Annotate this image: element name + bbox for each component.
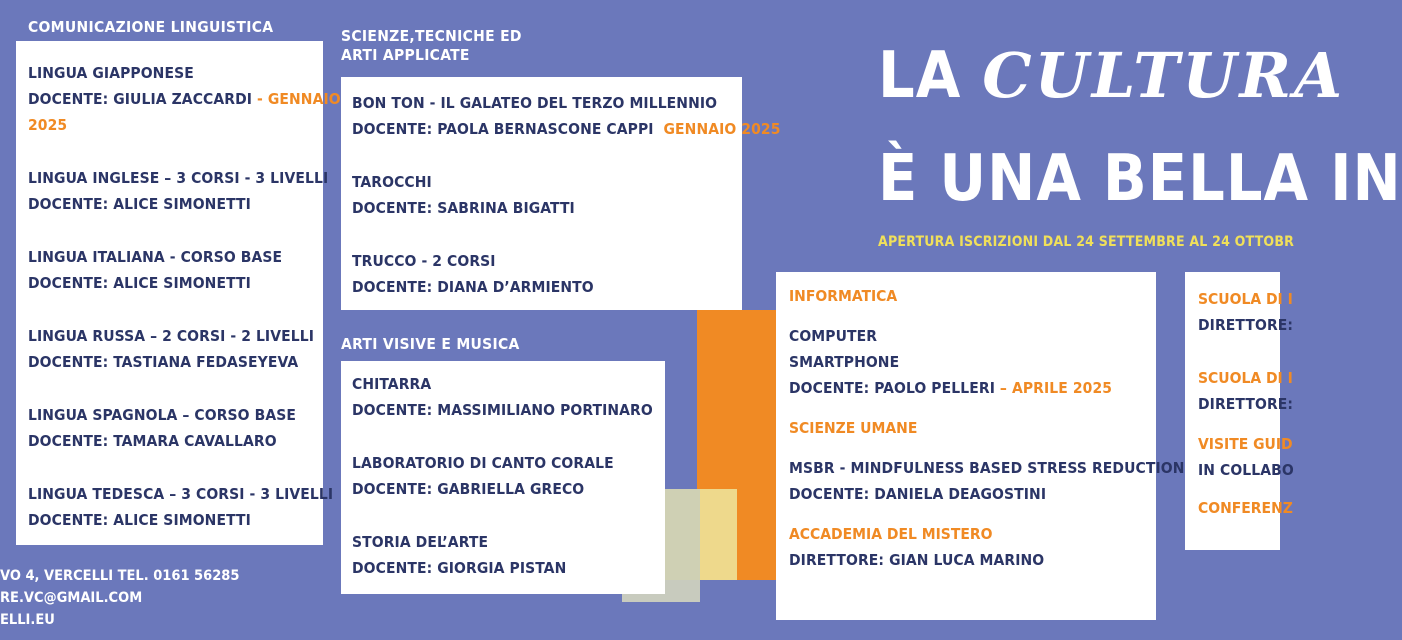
conferenze-head: CONFERENZ: [1198, 499, 1293, 517]
card-scuole: [1185, 272, 1294, 550]
title-cultura: CULTURA: [982, 39, 1346, 112]
course-name: LABORATORIO DI CANTO CORALE: [352, 454, 614, 472]
course-italiana: [28, 244, 323, 296]
course-tedesca: [28, 481, 334, 533]
tagline: APERTURA ISCRIZIONI DAL 24 SETTEMBRE AL 24 OTTOBR: [878, 234, 1295, 250]
title-line-1: [878, 40, 1345, 112]
header-comunicazione-linguistica: COMUNICAZIONE LINGUISTICA: [28, 18, 274, 36]
course-teacher: DOCENTE: ALICE SIMONETTI: [28, 274, 251, 292]
footer-web: ELLI.EU: [0, 612, 55, 628]
informatica-date: – APRILE 2025: [994, 379, 1113, 397]
section-mistero-head: ACCADEMIA DEL MISTERO: [789, 525, 993, 543]
card-arti-visive: [341, 361, 665, 594]
informatica-line-smartphone: SMARTPHONE: [789, 353, 900, 371]
course-name: STORIA DEL’ARTE: [352, 533, 489, 551]
visite-line: IN COLLABO: [1198, 461, 1294, 479]
card-scienze-tecniche: [341, 77, 781, 310]
course-name: CHITARRA: [352, 375, 432, 393]
course-name: LINGUA GIAPPONESE: [28, 64, 194, 82]
section-informatica-head: INFORMATICA: [789, 287, 898, 305]
umane-course: MSBR - MINDFULNESS BASED STRESS REDUCTION: [789, 459, 1185, 477]
course-canto-corale: [352, 450, 665, 502]
scuola-2-head: SCUOLA DI I: [1198, 369, 1293, 387]
mistero-director: DIRETTORE: GIAN LUCA MARINO: [789, 551, 1045, 569]
course-teacher: DOCENTE: ALICE SIMONETTI: [28, 195, 251, 213]
course-teacher: DOCENTE: TASTIANA FEDASEYEVA: [28, 353, 299, 371]
course-teacher: DOCENTE: GABRIELLA GRECO: [352, 480, 585, 498]
course-trucco: [352, 248, 742, 300]
card-comunicazione-linguistica: [16, 41, 341, 545]
course-name: LINGUA ITALIANA - CORSO BASE: [28, 248, 283, 266]
beige-overlap: [665, 489, 700, 580]
title-line-2: È UNA BELLA IN: [878, 142, 1402, 216]
header-line-1: SCIENZE,TECNICHE ED: [341, 27, 522, 45]
header-arti-visive: ARTI VISIVE E MUSICA: [341, 335, 520, 353]
header-line-2: ARTI APPLICATE: [341, 46, 470, 64]
course-name: BON TON - IL GALATEO DEL TERZO MILLENNIO: [352, 94, 718, 112]
course-teacher: DOCENTE: DIANA D’ARMIENTO: [352, 278, 594, 296]
course-name: LINGUA RUSSA – 2 CORSI - 2 LIVELLI: [28, 327, 314, 345]
course-name: LINGUA TEDESCA – 3 CORSI - 3 LIVELLI: [28, 485, 334, 503]
course-chitarra: [352, 371, 665, 423]
footer-address: VO 4, VERCELLI TEL. 0161 56285: [0, 568, 240, 584]
course-date: - GENNAIO: [252, 90, 341, 108]
visite-head: VISITE GUID: [1198, 435, 1293, 453]
course-bon-ton: [352, 90, 781, 142]
course-spagnola: [28, 402, 323, 454]
scuola-2-line: DIRETTORE:: [1198, 395, 1294, 413]
course-teacher: DOCENTE: GIORGIA PISTAN: [352, 559, 567, 577]
umane-teacher: DOCENTE: DANIELA DEAGOSTINI: [789, 485, 1047, 503]
informatica-teacher: DOCENTE: PAOLO PELLERI – APRILE 2025: [789, 379, 1113, 397]
scuola-1-line: DIRETTORE:: [1198, 316, 1294, 334]
course-date-year: 2025: [28, 116, 68, 134]
course-teacher: DOCENTE: MASSIMILIANO PORTINARO: [352, 401, 653, 419]
section-scienze-umane-head: SCIENZE UMANE: [789, 419, 918, 437]
course-teacher: DOCENTE: SABRINA BIGATTI: [352, 199, 575, 217]
header-scienze-tecniche: [341, 27, 522, 65]
footer-contact: [0, 565, 239, 631]
course-teacher: DOCENTE: PAOLA BERNASCONE CAPPI GENNAIO 2025: [352, 120, 781, 138]
course-giapponese: [28, 60, 341, 138]
footer-email: RE.VC@GMAIL.COM: [0, 590, 143, 606]
course-teacher: DOCENTE: ALICE SIMONETTI: [28, 511, 251, 529]
title-la: LA: [878, 39, 983, 113]
card-informatica: [776, 272, 1185, 620]
course-date: GENNAIO 2025: [663, 120, 781, 138]
informatica-line-computer: COMPUTER: [789, 327, 878, 345]
course-storia-arte: [352, 529, 665, 581]
course-teacher: DOCENTE: TAMARA CAVALLARO: [28, 432, 277, 450]
scuola-1-head: SCUOLA DI I: [1198, 290, 1293, 308]
course-tarocchi: [352, 169, 742, 221]
course-name: TAROCCHI: [352, 173, 432, 191]
yellow-square: [697, 489, 737, 580]
course-inglese: [28, 165, 329, 217]
course-name: LINGUA INGLESE – 3 CORSI - 3 LIVELLI: [28, 169, 329, 187]
course-teacher: DOCENTE: GIULIA ZACCARDI - GENNAIO: [28, 90, 341, 108]
course-name: TRUCCO - 2 CORSI: [352, 252, 496, 270]
course-name: LINGUA SPAGNOLA – CORSO BASE: [28, 406, 296, 424]
course-russa: [28, 323, 323, 375]
